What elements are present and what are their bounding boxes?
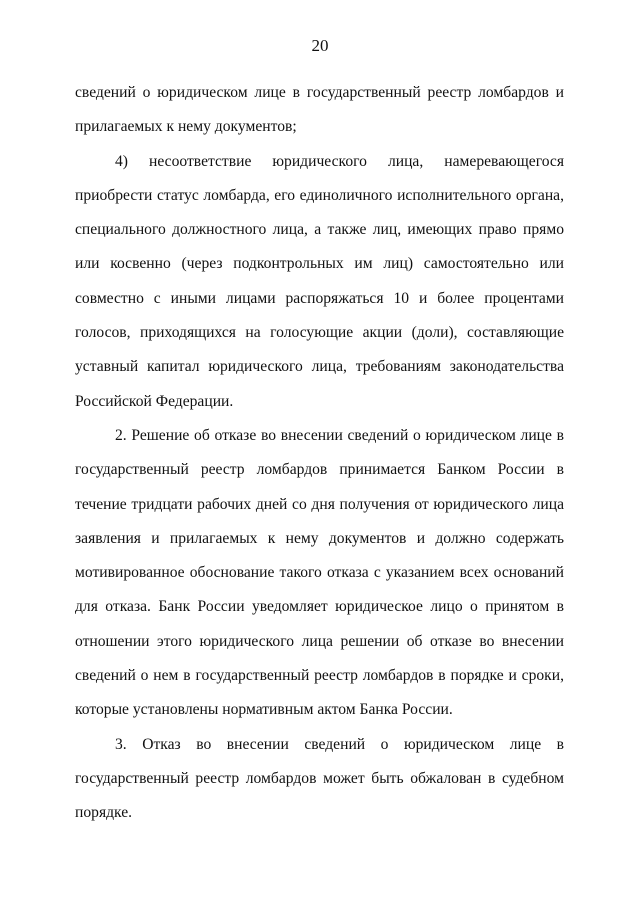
paragraph-continuation: сведений о юридическом лице в государственный реестр ломбардов и прилагаемых к нему документов; [75,84,564,136]
document-body [75,76,564,831]
paragraph-item-4: 4) несоответствие юридического лица, намеревающегося приобрести статус ломбарда, его единоличного исполнительного органа, специального должностного лица, а также лиц, имеющих право прямо или косвенно (через подконтрольных им лиц) самостоятельно или совместно с иными лицами распоряжаться 10 и более процентами голосов, приходящихся на голосующие акции (доли), составляющие уставный капитал юридического лица, требованиям законодательства Российской Федерации. [75,152,564,410]
paragraph-section-3: 3. Отказ во внесении сведений о юридическом лице в государственный реестр ломбардов может быть обжалован в судебном порядке. [75,735,564,822]
page-number: 20 [311,36,329,55]
paragraph-section-2: 2. Решение об отказе во внесении сведений о юридическом лице в государственный реестр ломбардов принимается Банком России в течение тридцати рабочих дней со дня получения от юридического лица заявления и прилагаемых к нему документов и должно содержать мотивированное обоснование такого отказа с указанием всех оснований для отказа. Банк России уведомляет юридическое лицо о принятом в отношении этого юридического лица решении об отказе во внесении сведений о нем в государственный реестр ломбардов в порядке и сроки, которые установлены нормативным актом Банка России. [75,426,564,719]
